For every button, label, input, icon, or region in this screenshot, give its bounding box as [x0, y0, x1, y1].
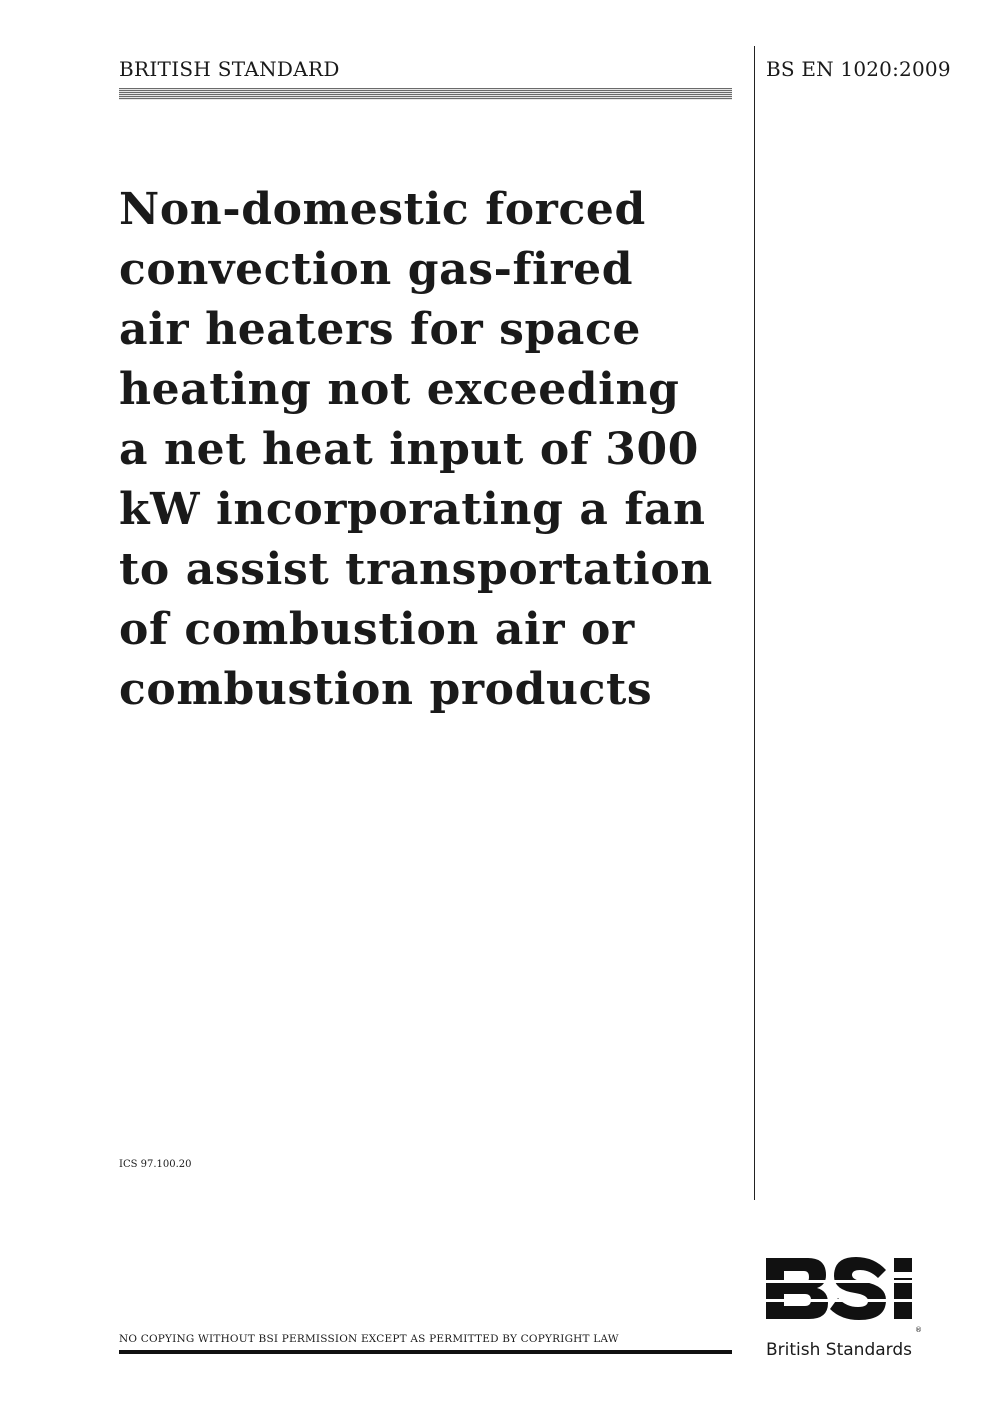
document-title — [119, 180, 744, 720]
copyright-notice: NO COPYING WITHOUT BSI PERMISSION EXCEPT AS PERMITTED BY COPYRIGHT LAW — [119, 1333, 619, 1345]
logo-caption: British Standards — [766, 1340, 912, 1360]
title-line: kW incorporating a fan — [119, 484, 706, 535]
header-rule — [119, 88, 732, 100]
title-line: Non-domestic forced — [119, 184, 646, 235]
series-label: BRITISH STANDARD — [119, 57, 340, 81]
title-line: convection gas-fired — [119, 244, 634, 295]
footer-rule — [119, 1350, 732, 1354]
vertical-divider — [754, 46, 755, 1200]
title-line: of combustion air or — [119, 604, 635, 655]
title-line: air heaters for space — [119, 304, 642, 355]
standard-number: BS EN 1020:2009 — [766, 57, 951, 81]
bsi-wordmark — [764, 1257, 916, 1320]
title-line: a net heat input of 300 — [119, 424, 699, 475]
title-line: combustion products — [119, 664, 653, 715]
registered-mark: ® — [915, 1326, 922, 1334]
title-line: heating not exceeding — [119, 364, 680, 415]
ics-code: ICS 97.100.20 — [119, 1159, 192, 1170]
title-line: to assist transportation — [119, 544, 713, 595]
